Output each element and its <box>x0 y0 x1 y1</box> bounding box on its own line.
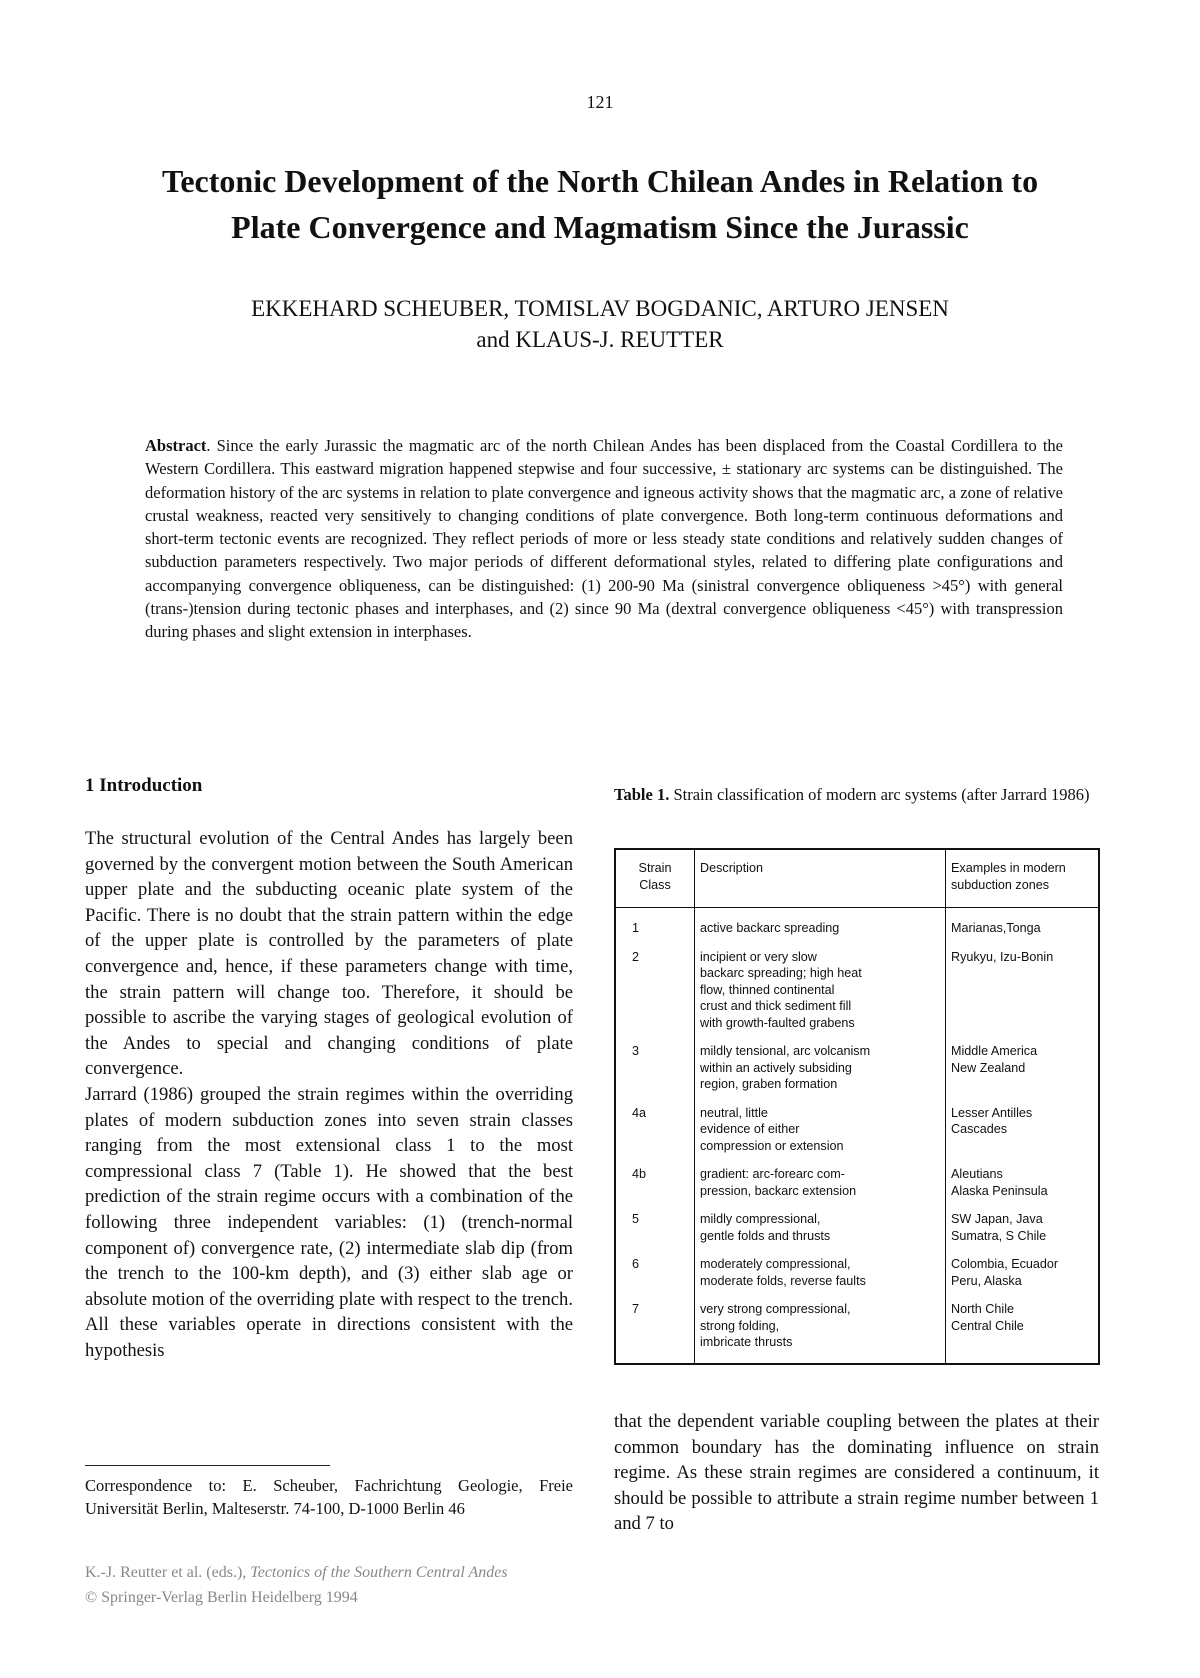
strain-class-cell: 2 <box>632 949 640 964</box>
examples-cell <box>946 944 1100 1039</box>
examples-cell <box>946 1251 1100 1296</box>
table-caption-text: Strain classification of modern arc systems (after Jarrard 1986) <box>669 785 1090 804</box>
examples-cell <box>946 1296 1100 1364</box>
description-cell <box>695 944 946 1039</box>
description-line: gradient: arc-forearc com- <box>700 1167 845 1181</box>
abstract-text: . Since the early Jurassic the magmatic arc of the north Chilean Andes has been displaced from the Coastal Cordillera to the Western Cordillera. This eastward migration happened stepwise and four successive, ± stationary arc systems can be distinguished. The deformation history of the arc systems in relation to plate convergence and igneous activity shows that the magmatic arc, a zone of relative crustal weakness, reacted very sensitively to changing conditions of plate convergence. Both long-term continuous deformations and short-term tectonic events are recognized. They reflect periods of more or less steady state conditions and relatively sudden changes of subduction parameters respectively. Two major periods of different deformational styles, related to differing plate configurations and accompanying convergence obliqueness, can be distinguished: (1) 200-90 Ma (sinistral convergence obliqueness >45°) with general (trans-)tension during tectonic phases and interphases, and (2) since 90 Ma (dextral convergence obliqueness <45°) with transpression during phases and slight extension in interphases. <box>145 436 1063 642</box>
strain-class-cell: 3 <box>632 1044 640 1058</box>
example-line: Middle America <box>951 1044 1038 1058</box>
description-line: mildly tensional, arc volcanism <box>700 1044 871 1058</box>
description-line: strong folding, <box>700 1318 780 1333</box>
introduction-paragraph: Jarrard (1986) grouped the strain regimes within the overriding plates of modern subduction zones into seven strain classes ranging from the most extensional class 1 to the most compressional class 7 (Table 1). He showed that the best prediction of the strain regime occurs with a combination of the following three independent variables: (1) (trench-normal component of) convergence rate, (2) intermediate slab dip (from the trench to the 100-km depth), and (3) either slab age or absolute motion of the overriding plate with respect to the trench. All these variables operate in directions consistent with the hypothesis <box>85 1083 573 1361</box>
example-line: New Zealand <box>951 1060 1026 1075</box>
introduction-paragraph: The structural evolution of the Central Andes has largely been governed by the convergent motion between the South American upper plate and the subducting oceanic plate system of the Pacific. There is no doubt that the strain pattern within the edge of the upper plate is controlled by the parameters of plate convergence and, hence, if these parameters change with time, the strain pattern will change too. Therefore, it should be possible to ascribe the varying stages of geological evolution of the Andes to special and changing conditions of plate convergence. <box>85 828 573 1080</box>
description-line: within an actively subsiding <box>700 1060 852 1075</box>
table-header-row <box>615 849 1099 908</box>
table-caption-label: Table 1. <box>614 785 670 804</box>
table-row <box>615 1296 1099 1364</box>
description-line: moderately compressional, <box>700 1257 851 1271</box>
description-line: neutral, little <box>700 1105 768 1120</box>
author-line: EKKEHARD SCHEUBER, TOMISLAV BOGDANIC, ARTURO JENSEN <box>251 296 949 321</box>
table-body <box>615 908 1099 1364</box>
description-line: very strong compressional, <box>700 1302 851 1316</box>
description-line: moderate folds, reverse faults <box>700 1273 866 1288</box>
page-number: 121 <box>586 92 614 112</box>
introduction-continued: that the dependent variable coupling between the plates at their common boundary has the dominating influence on strain regime. As these strain regimes are considered a continuum, it should be possible to attribute a strain regime number between 1 and 7 to <box>614 1411 1099 1535</box>
strain-class-cell: 5 <box>632 1212 640 1226</box>
example-line: Central Chile <box>951 1318 1024 1333</box>
correspondence-footnote: Correspondence to: E. Scheuber, Fachrichtung Geologie, Freie Universität Berlin, Malteserstr. 74-100, D-1000 Berlin 46 <box>85 1476 573 1518</box>
strain-class-cell: 4b <box>632 1167 647 1181</box>
author-line: and KLAUS-J. REUTTER <box>476 327 724 352</box>
strain-classification-table <box>614 848 1100 1365</box>
description-line: incipient or very slow <box>700 949 817 964</box>
strain-class-cell: 4a <box>632 1105 647 1120</box>
description-line: compression or extension <box>700 1138 844 1153</box>
examples-cell <box>946 1038 1100 1100</box>
examples-cell <box>946 1161 1100 1206</box>
section-heading-introduction: 1 Introduction <box>85 775 203 796</box>
example-line: Cascades <box>951 1122 1008 1136</box>
example-line: Colombia, Ecuador <box>951 1257 1059 1271</box>
publication-credit <box>85 1560 508 1610</box>
example-line: Alaska Peninsula <box>951 1183 1048 1198</box>
strain-class-cell: 1 <box>632 921 640 935</box>
strain-class-cell: 6 <box>632 1257 640 1271</box>
description-line: flow, thinned continental <box>700 982 835 997</box>
description-cell <box>695 1251 946 1296</box>
description-line: crust and thick sediment fill <box>700 999 852 1013</box>
header-description: Description <box>695 849 946 908</box>
description-line: imbricate thrusts <box>700 1335 793 1349</box>
example-line: Aleutians <box>951 1167 1003 1181</box>
title-line: Plate Convergence and Magmatism Since the Jurassic <box>231 209 969 245</box>
table-caption <box>614 783 1099 807</box>
description-line: region, graben formation <box>700 1077 838 1091</box>
footnote-divider <box>85 1465 330 1466</box>
example-line: North Chile <box>951 1302 1014 1316</box>
examples-cell <box>946 908 1100 944</box>
abstract <box>145 434 1063 644</box>
table-row <box>615 1100 1099 1162</box>
description-line: with growth-faulted grabens <box>700 1015 855 1030</box>
example-line: Peru, Alaska <box>951 1273 1022 1288</box>
abstract-label: Abstract <box>145 436 207 455</box>
header-examples: Examples in modern subduction zones <box>946 849 1100 908</box>
examples-cell <box>946 1206 1100 1251</box>
description-cell <box>695 1038 946 1100</box>
table-row <box>615 1038 1099 1100</box>
table-row <box>615 1161 1099 1206</box>
description-line: mildly compressional, <box>700 1212 821 1226</box>
book-title: Tectonics of the Southern Central Andes <box>250 1564 508 1581</box>
description-cell <box>695 908 946 944</box>
example-line: Ryukyu, Izu-Bonin <box>951 949 1054 964</box>
introduction-body <box>85 826 573 1363</box>
strain-class-cell: 7 <box>632 1302 640 1316</box>
example-line: Sumatra, S Chile <box>951 1228 1047 1243</box>
description-line: pression, backarc extension <box>700 1183 857 1198</box>
description-line: gentle folds and thrusts <box>700 1228 831 1243</box>
table-row <box>615 944 1099 1039</box>
description-line: active backarc spreading <box>700 921 840 935</box>
author-list <box>60 293 1140 355</box>
table-row <box>615 1251 1099 1296</box>
description-cell <box>695 1296 946 1364</box>
example-line: Lesser Antilles <box>951 1105 1033 1120</box>
example-line: Marianas,Tonga <box>951 921 1041 935</box>
table-row <box>615 1206 1099 1251</box>
examples-cell <box>946 1100 1100 1162</box>
copyright-line: © Springer-Verlag Berlin Heidelberg 1994 <box>85 1589 358 1606</box>
credit-editors: K.-J. Reutter et al. (eds.), <box>85 1564 251 1581</box>
description-cell <box>695 1206 946 1251</box>
description-cell <box>695 1161 946 1206</box>
example-line: SW Japan, Java <box>951 1212 1043 1226</box>
description-cell <box>695 1100 946 1162</box>
description-line: evidence of either <box>700 1122 800 1136</box>
title-line: Tectonic Development of the North Chilean Andes in Relation to <box>161 163 1039 199</box>
description-line: backarc spreading; high heat <box>700 966 862 980</box>
header-strain-class: Strain Class <box>615 849 695 908</box>
book-credit-line <box>85 1560 508 1585</box>
paper-title <box>60 158 1140 250</box>
table-row <box>615 908 1099 944</box>
